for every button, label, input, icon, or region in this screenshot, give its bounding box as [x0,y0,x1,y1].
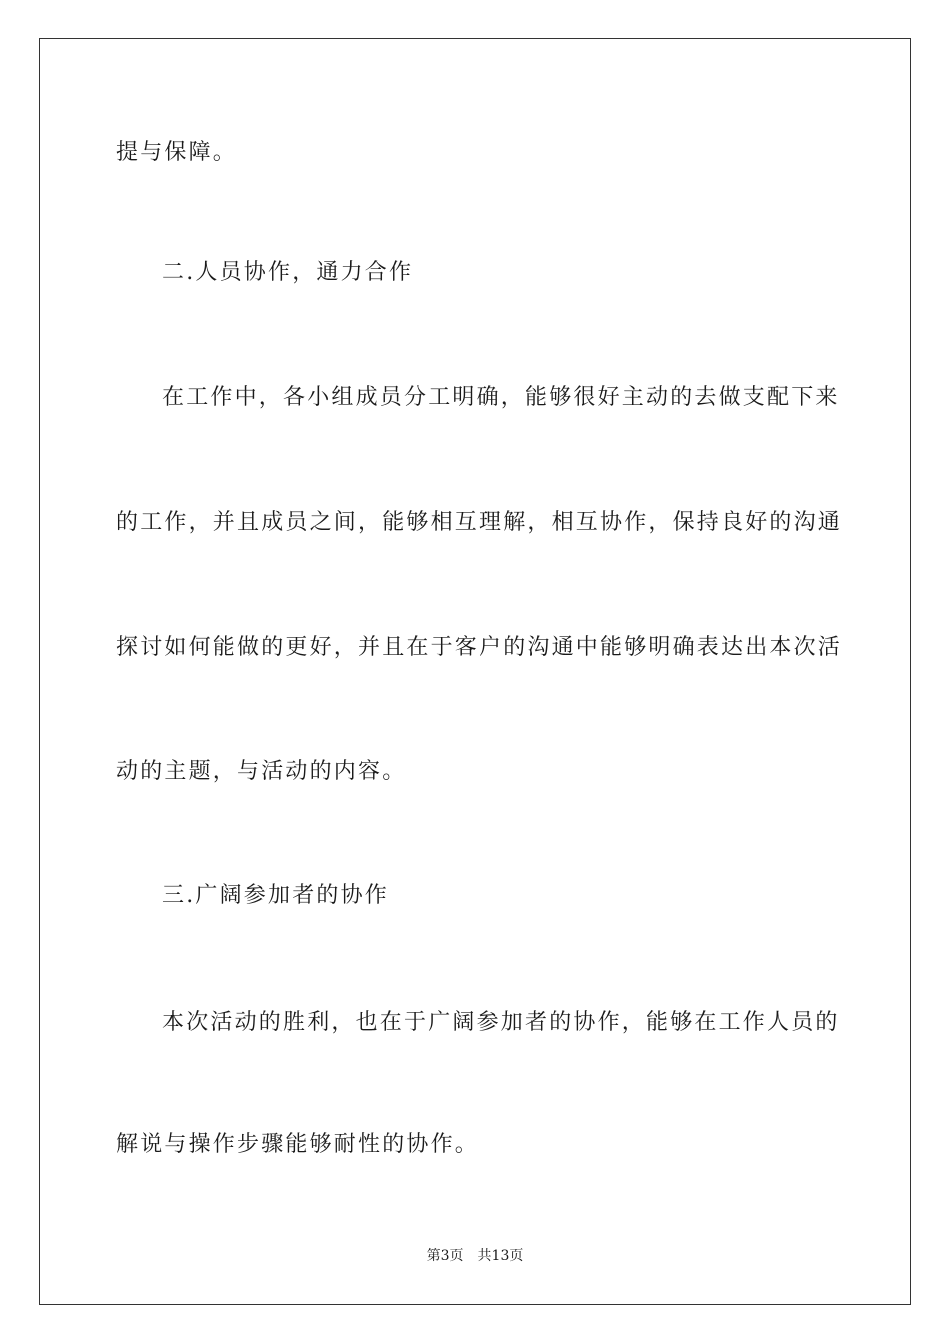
body-line-8: 本次活动的胜利，也在于广阔参加者的协作，能够在工作人员的 [162,1010,840,1035]
body-line-1: 提与保障。 [116,140,238,165]
section-heading-3: 三.广阔参加者的协作 [162,883,389,908]
body-line-9: 解说与操作步骤能够耐性的协作。 [116,1132,480,1157]
page-footer [0,1246,950,1266]
body-line-5: 探讨如何能做的更好，并且在于客户的沟通中能够明确表达出本次活 [116,635,843,660]
body-line-4: 的工作，并且成员之间，能够相互理解，相互协作，保持良好的沟通 [116,510,843,535]
page-number: 第3页 [426,1248,464,1264]
section-heading-2: 二.人员协作，通力合作 [162,260,414,285]
page-frame [39,38,911,1305]
body-line-3: 在工作中，各小组成员分工明确，能够很好主动的去做支配下来 [162,385,840,410]
page-total: 共13页 [477,1248,524,1264]
body-line-6: 动的主题，与活动的内容。 [116,759,407,784]
